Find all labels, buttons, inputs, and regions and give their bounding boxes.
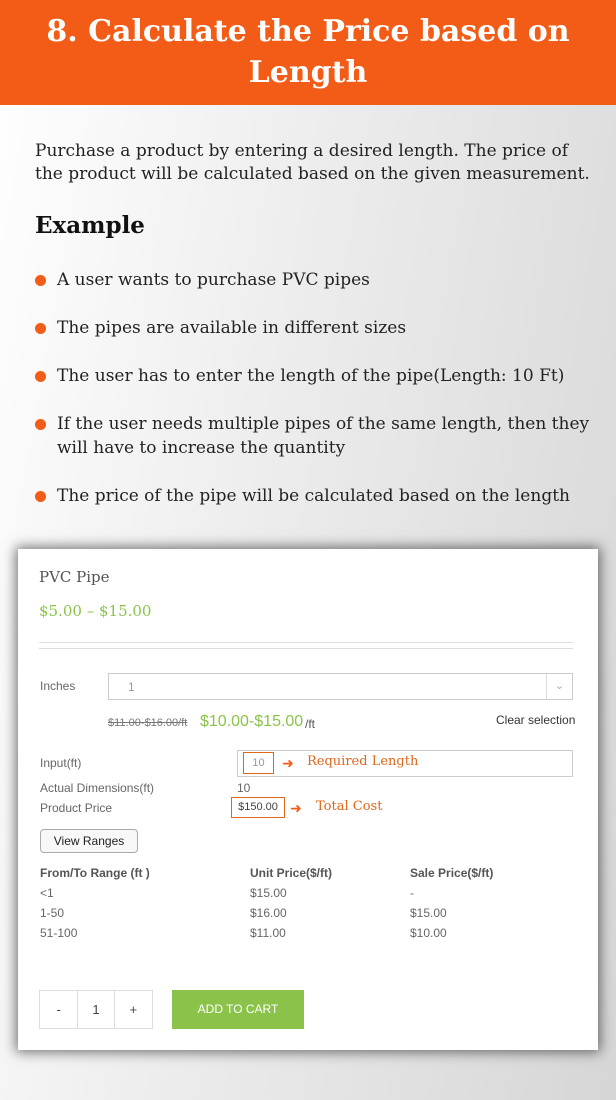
product-card (18, 549, 598, 1050)
divider (39, 642, 573, 643)
quantity-stepper (39, 990, 153, 1029)
product-title: PVC Pipe (39, 568, 110, 586)
quantity-increase-button[interactable]: + (129, 1002, 138, 1017)
list-item (35, 484, 570, 508)
divider (39, 648, 573, 649)
product-price-value: $150.00 (231, 797, 285, 818)
list-item-text: A user wants to purchase PVC pipes (57, 270, 370, 290)
list-item (35, 412, 595, 460)
range-header-sale-price: Sale Price($/ft) (410, 866, 494, 880)
input-ft-label: Input(ft) (40, 756, 82, 770)
range-cell: 1-50 (40, 906, 65, 920)
range-cell: $16.00 (250, 906, 287, 920)
list-item-text: The user has to enter the length of the pipe(Length: 10 Ft) (57, 366, 565, 386)
actual-dimensions-label: Actual Dimensions(ft) (40, 781, 155, 795)
list-item-text: The price of the pipe will be calculated based on the length (57, 486, 570, 506)
product-price-range: $5.00 – $15.00 (39, 602, 152, 620)
length-input-value-highlight[interactable]: 10 (243, 752, 274, 774)
bullet-dot-icon (35, 371, 46, 382)
inches-select-value: 1 (128, 680, 135, 694)
range-cell: - (410, 886, 414, 900)
range-header-from-to: From/To Range (ft ) (40, 866, 150, 880)
chevron-down-icon[interactable]: ⌄ (546, 674, 572, 699)
quantity-decrease-button[interactable]: - (56, 1002, 61, 1017)
range-cell: <1 (40, 886, 54, 900)
list-item (35, 364, 564, 388)
range-cell: $15.00 (250, 886, 287, 900)
range-header-unit-price: Unit Price($/ft) (250, 866, 333, 880)
product-price-label: Product Price (40, 801, 113, 815)
add-to-cart-button[interactable]: ADD TO CART (172, 990, 304, 1029)
range-cell: $15.00 (410, 906, 447, 920)
bullet-dot-icon (35, 419, 46, 430)
range-cell: 51-100 (40, 926, 78, 940)
bullet-dot-icon (35, 275, 46, 286)
list-item-text: The pipes are available in different sizes (57, 318, 407, 338)
sale-price: $10.00-$15.00 (200, 713, 304, 730)
intro-text: Purchase a product by entering a desired length. The price of the product will be calculated based on the given measurement. (35, 141, 590, 184)
arrow-right-icon: ➜ (290, 800, 302, 816)
list-item (35, 316, 406, 340)
list-item (35, 268, 370, 292)
range-cell: $11.00 (250, 926, 286, 940)
range-cell: $10.00 (410, 926, 447, 940)
list-item-text: If the user needs multiple pipes of the same length, then they will have to increase the quantity (57, 414, 590, 458)
bullet-dot-icon (35, 491, 46, 502)
arrow-right-icon: ➜ (282, 755, 294, 771)
total-cost-annotation: Total Cost (316, 799, 383, 814)
view-ranges-button[interactable]: View Ranges (40, 829, 138, 853)
clear-selection-link[interactable]: Clear selection (496, 713, 576, 727)
required-length-annotation: Required Length (307, 754, 419, 769)
page-title: 8. Calculate the Price based on Length (0, 0, 616, 105)
old-price: $11.00-$16.00/ft (108, 717, 188, 729)
inches-label: Inches (40, 679, 76, 693)
per-ft-unit: /ft (305, 717, 316, 731)
actual-dimensions-value: 10 (237, 781, 251, 795)
quantity-input[interactable]: 1 (77, 991, 114, 1028)
inches-select[interactable] (108, 673, 573, 700)
bullet-dot-icon (35, 323, 46, 334)
example-heading: Example (35, 212, 145, 239)
